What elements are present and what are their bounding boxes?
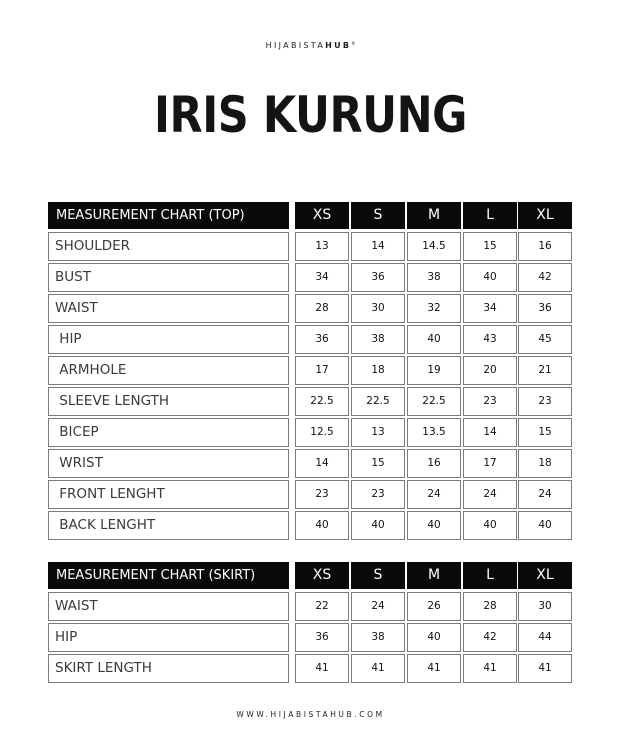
measurement-value: 43 — [463, 325, 517, 354]
measurement-value: 42 — [463, 623, 517, 652]
measurement-value: 41 — [295, 654, 349, 683]
skirt-chart-size-header: L — [463, 562, 517, 589]
measurement-value: 16 — [518, 232, 572, 261]
measurement-value: 40 — [407, 325, 461, 354]
measurement-value: 41 — [407, 654, 461, 683]
measurement-label: BICEP — [48, 418, 289, 447]
measurement-value: 23 — [295, 480, 349, 509]
measurement-value: 14 — [295, 449, 349, 478]
measurement-value: 36 — [518, 294, 572, 323]
measurement-value: 30 — [351, 294, 405, 323]
measurement-value: 28 — [295, 294, 349, 323]
measurement-value: 22.5 — [351, 387, 405, 416]
measurement-value: 24 — [351, 592, 405, 621]
measurement-value: 15 — [518, 418, 572, 447]
top-chart-size-header: S — [351, 202, 405, 229]
skirt-chart-header-label: MEASUREMENT CHART (SKIRT) — [48, 562, 289, 589]
measurement-value: 13.5 — [407, 418, 461, 447]
measurement-label: ARMHOLE — [48, 356, 289, 385]
measurement-label: BACK LENGHT — [48, 511, 289, 540]
measurement-value: 40 — [518, 511, 572, 540]
brand-suffix: HUB — [325, 41, 352, 50]
measurement-value: 42 — [518, 263, 572, 292]
measurement-value: 36 — [295, 325, 349, 354]
top-chart-size-header: XS — [295, 202, 349, 229]
skirt-chart-size-header: S — [351, 562, 405, 589]
brand-prefix: HIJABISTA — [265, 41, 326, 50]
measurement-value: 23 — [518, 387, 572, 416]
measurement-value: 16 — [407, 449, 461, 478]
measurement-value: 23 — [463, 387, 517, 416]
measurement-value: 40 — [407, 623, 461, 652]
measurement-value: 40 — [351, 511, 405, 540]
top-chart-size-header: L — [463, 202, 517, 229]
measurement-value: 26 — [407, 592, 461, 621]
measurement-label: WAIST — [48, 294, 289, 323]
measurement-value: 32 — [407, 294, 461, 323]
measurement-value: 22 — [295, 592, 349, 621]
measurement-value: 19 — [407, 356, 461, 385]
top-chart-header-label: MEASUREMENT CHART (TOP) — [48, 202, 289, 229]
measurement-value: 14.5 — [407, 232, 461, 261]
measurement-value: 38 — [407, 263, 461, 292]
measurement-value: 15 — [463, 232, 517, 261]
measurement-label: SLEEVE LENGTH — [48, 387, 289, 416]
measurement-label: FRONT LENGHT — [48, 480, 289, 509]
measurement-value: 14 — [351, 232, 405, 261]
measurement-value: 40 — [463, 511, 517, 540]
measurement-label: WRIST — [48, 449, 289, 478]
measurement-value: 13 — [295, 232, 349, 261]
measurement-value: 41 — [463, 654, 517, 683]
measurement-label: HIP — [48, 325, 289, 354]
measurement-value: 17 — [463, 449, 517, 478]
measurement-value: 23 — [351, 480, 405, 509]
measurement-value: 45 — [518, 325, 572, 354]
measurement-value: 18 — [518, 449, 572, 478]
measurement-value: 24 — [518, 480, 572, 509]
measurement-value: 41 — [518, 654, 572, 683]
skirt-chart-size-header: M — [407, 562, 461, 589]
measurement-label: HIP — [48, 623, 289, 652]
measurement-value: 15 — [351, 449, 405, 478]
measurement-value: 18 — [351, 356, 405, 385]
measurement-value: 36 — [295, 623, 349, 652]
measurement-value: 38 — [351, 623, 405, 652]
measurement-value: 41 — [351, 654, 405, 683]
measurement-label: BUST — [48, 263, 289, 292]
measurement-value: 34 — [463, 294, 517, 323]
measurement-value: 17 — [295, 356, 349, 385]
measurement-label: SKIRT LENGTH — [48, 654, 289, 683]
measurement-value: 20 — [463, 356, 517, 385]
brand-mark: ® — [351, 41, 356, 46]
measurement-value: 21 — [518, 356, 572, 385]
measurement-value: 34 — [295, 263, 349, 292]
top-chart-size-header: M — [407, 202, 461, 229]
measurement-label: WAIST — [48, 592, 289, 621]
measurement-value: 24 — [407, 480, 461, 509]
measurement-value: 24 — [463, 480, 517, 509]
measurement-value: 38 — [351, 325, 405, 354]
measurement-value: 22.5 — [295, 387, 349, 416]
measurement-value: 40 — [295, 511, 349, 540]
measurement-value: 28 — [463, 592, 517, 621]
measurement-value: 30 — [518, 592, 572, 621]
measurement-label: SHOULDER — [48, 232, 289, 261]
top-chart-size-header: XL — [518, 202, 572, 229]
website-url: WWW.HIJABISTAHUB.COM — [236, 710, 385, 719]
measurement-value: 36 — [351, 263, 405, 292]
measurement-value: 14 — [463, 418, 517, 447]
measurement-value: 12.5 — [295, 418, 349, 447]
page-title: IRIS KURUNG — [153, 86, 468, 144]
measurement-value: 13 — [351, 418, 405, 447]
measurement-value: 44 — [518, 623, 572, 652]
skirt-chart-size-header: XL — [518, 562, 572, 589]
measurement-value: 40 — [407, 511, 461, 540]
measurement-value: 40 — [463, 263, 517, 292]
skirt-chart-size-header: XS — [295, 562, 349, 589]
brand-logo — [0, 41, 621, 50]
measurement-value: 22.5 — [407, 387, 461, 416]
